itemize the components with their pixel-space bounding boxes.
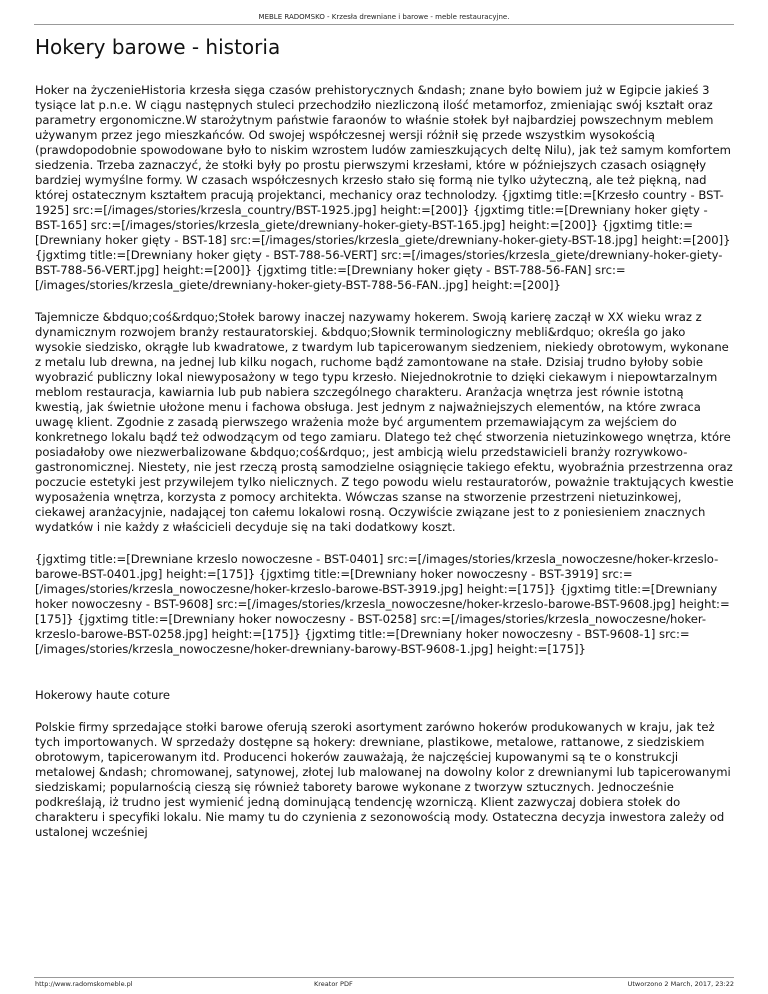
mystery-paragraph: Tajemnicze &bdquo;coś&rdquo;Stołek barowy inaczej nazywamy hokerem. Swoją karierę zaczął w XX wieku wraz z dynamicznym rozwojem branży restauratorskiej. &bdquo;Słownik terminologiczny mebli&rdquo; określa go jako wysokie siedzisko, okrągłe lub kwadratowe, z twardym lub tapicerowanym siedzeniem, niekiedy obrotowym, wykonane z metalu lub drewna, na jednej lub kilku nogach, ruchome bądź zamontowane na stałe. Dzisiaj trudno byłoby sobie wyobrazić publiczny lokal niewyposażony w tego typu krzesło. Niejednokrotnie to dzięki ciekawym i niepowtarzalnym meblom restauracja, kawiarnia lub pub nabiera szczególnego charakteru. Aranżacja wnętrza jest równie istotną kwestią, jak świetnie ułożone menu i fachowa obsługa. Jest jednym z najważniejszych elementów, na które zwraca uwagę klient. Zgodnie z zasadą pierwszego wrażenia może być argumentem przemawiającym za wejściem do konkretnego lokalu bądź też odwodzącym od tego zamiaru. Dlatego też chęć stworzenia nietuzinkowego wnętrza, które posiadałoby owe niezwerbalizowane &bdquo;coś&rdquo;, jest ambicją wielu przedstawicieli branży rozrywkowo-gastronomicznej. Niestety, nie jest rzeczą prostą samodzielne osiągnięcie takiego efektu, wyobraźnia przestrzenna oraz poczucie estetyki jest przywilejem tylko nielicznych. Z tego powodu wielu restauratorów, poważnie traktujących kwestie wyposażenia wnętrza, korzysta z pomocy architekta. Wówczas szanse na stworzenie przestrzeni nietuzinkowej, ciekawej aranżacyjnie, nadającej ton całemu lokalowi rosną. Oczywiście związane jest to z poniesieniem znacznych wydatków i nie każdy z właścicieli decyduje się na taki dodatkowy koszt. [35,310,734,534]
intro-paragraph: Hoker na życzenieHistoria krzesła sięga czasów prehistorycznych &ndash; znane było bowiem już w Egipcie jakieś 3 tysiące lat p.n.e. W ciągu następnych stuleci przechodziło niezliczoną ilość metamorfoz, zmieniając swój kształt oraz parametry ergonomiczne.W starożytnym państwie faraonów to właśnie stołek był najbardziej powszechnym meblem używanym przez jego mieszkańców. Od swojej współczesnej wersji różnił się przede wszystkim wysokością (prawdopodobnie spowodowane było to niskim wzrostem ludów zamieszkujących deltę Nilu), jak też samym komfortem siedzenia. Trzeba zaznaczyć, że stołki były po prostu pierwszymi krzesłami, które w późniejszych czasach osiągnęły bardziej wymyślne formy. W czasach współczesnych krzesło stało się formą nie tylko użyteczną, ale też piękną, nad której ostatecznym kształtem pracują projektanci, mechanicy oraz technolodzy. {jgxtimg title:=[Krzesło country - BST-1925] src:=[/images/stories/krzesla_country/BST-1925.jpg] height:=[200]} {jgxtimg title:=[Drewniany hoker gięty - BST-165] src:=[/images/stories/krzesla_giete/drewniany-hoker-giety-BST-165.jpg] height:=[200]} {jgxtimg title:=[Drewniany hoker gięty - BST-18] src:=[/images/stories/krzesla_giete/drewniany-hoker-giety-BST-18.jpg] height:=[200]} {jgxtimg title:=[Drewniany hoker gięty - BST-788-56-VERT] src:=[/images/stories/krzesla_giete/drewniany-hoker-giety-BST-788-56-VERT.jpg] height:=[200]} {jgxtimg title:=[Drewniany hoker gięty - BST-788-56-FAN] src:=[/images/stories/krzesla_giete/drewniany-hoker-giety-BST-788-56-FAN..jpg] height:=[200]} [35,83,731,292]
footer-url: http://www.radomskomeble.pl [35,980,133,988]
footer-divider [34,977,734,978]
page-footer [35,980,734,990]
polish-firms-paragraph: Polskie firmy sprzedające stołki barowe oferują szeroki asortyment zarówno hokerów produkowanych w kraju, jak też tych importowanych. W sprzedaży dostępne są hokery: drewniane, plastikowe, metalowe, rattanowe, z siedziskiem obrotowym, tapicerowanym itd. Producenci hokerów zauważają, że najczęściej kupowanymi są te o konstrukcji metalowej &ndash; chromowanej, satynowej, złotej lub malowanej na dowolny kolor z drewnianymi lub tapicerowanymi siedziskami; popularnością cieszą się również taborety barowe wykonane z tworzyw sztucznych. Jednocześnie podkreślają, iż trudno jest wymienić jedną dominującą tendencję wzorniczą. Klient zazwyczaj dobiera stołek do charakteru i specyfiki lokalu. Nie mamy tu do czynienia z sezonowością mody. Ostateczna decyzja inwestora zależy od ustalonej wcześniej [35,720,731,839]
gallery-paragraph: {jgxtimg title:=[Drewniane krzeslo nowoczesne - BST-0401] src:=[/images/stories/krzesla_nowoczesne/hoker-krzeslo-barowe-BST-0401.jpg] height:=[175]} {jgxtimg title:=[Drewniany hoker nowoczesny - BST-3919] src:=[/images/stories/krzesla_nowoczesne/hoker-krzeslo-barowe-BST-3919.jpg] height:=[175]} {jgxtimg title:=[Drewniany hoker nowoczesny - BST-9608] src:=[/images/stories/krzesla_nowoczesne/hoker-krzeslo-barowe-BST-9608.jpg] height:=[175]} {jgxtimg title:=[Drewniany hoker nowoczesny - BST-0258] src:=[/images/stories/krzesla_nowoczesne/hoker-krzeslo-barowe-BST-0258.jpg] height:=[175]} {jgxtimg title:=[Drewniany hoker nowoczesny - BST-9608-1] src:=[/images/stories/krzesla_nowoczesne/hoker-drewniany-barowy-BST-9608-1.jpg] height:=[175]} [35,552,730,656]
article-body [35,83,735,857]
footer-creator: Kreator PDF [314,980,353,988]
page-title: Hokery barowe - historia [35,35,281,59]
page-header: MEBLE RADOMSKO - Krzesła drewniane i barowe - meble restauracyjne. [258,13,510,21]
footer-created-date: Utworzono 2 March, 2017, 23:22 [627,980,734,988]
header-divider [34,24,734,25]
section-subheading: Hokerowy haute coture [35,688,171,702]
